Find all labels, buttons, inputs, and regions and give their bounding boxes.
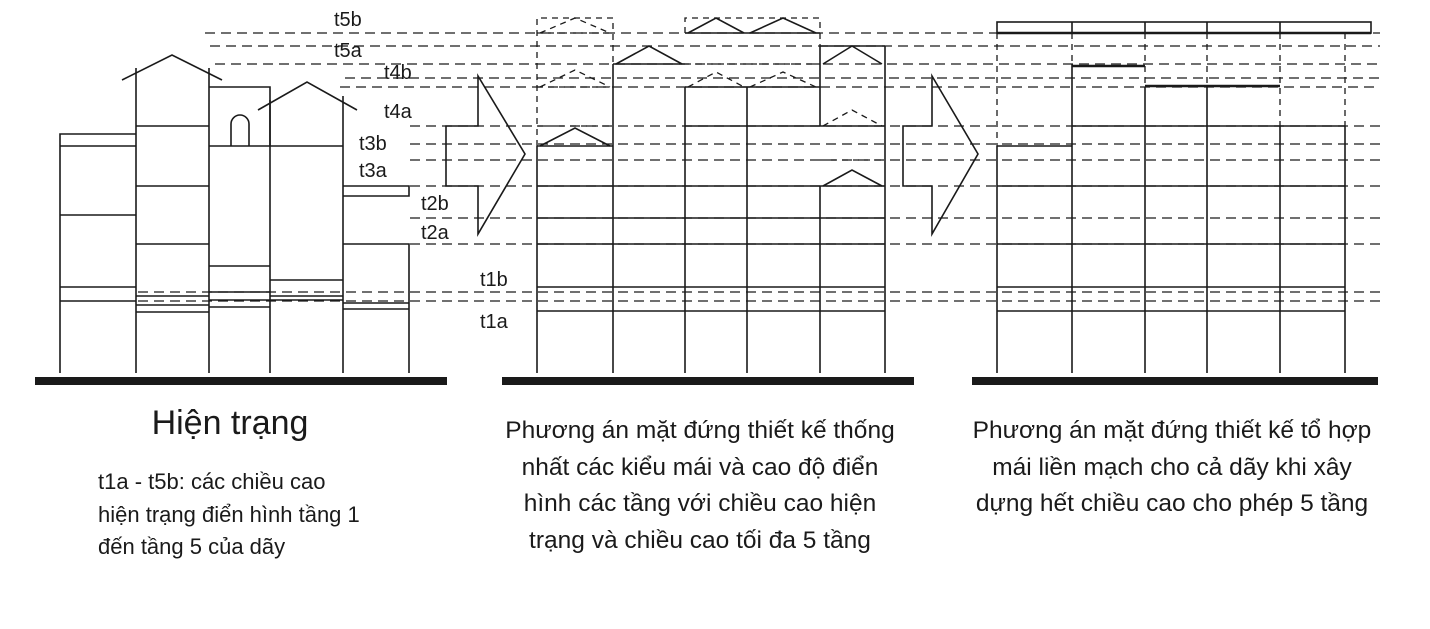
label-t3a: t3a [359, 160, 387, 182]
label-t5b: t5b [334, 9, 362, 31]
label-t2a: t2a [421, 222, 449, 244]
house-2 [122, 55, 222, 373]
caption-option-1-line-3: hình các tầng với chiều cao hiện [523, 490, 877, 517]
caption-current-line-3: đến tầng 5 của dãy [98, 534, 286, 559]
caption-current-legend [98, 466, 428, 564]
caption-option-1 [470, 413, 930, 559]
arrow-right-icon [446, 76, 525, 234]
caption-current-line-1: t1a - t5b: các chiều cao [98, 469, 326, 494]
caption-option-2-line-3: dựng hết chiều cao cho phép 5 tầng [975, 490, 1369, 517]
label-t2b: t2b [421, 193, 449, 215]
facade-grid-3 [997, 22, 1371, 373]
caption-option-2-line-1: Phương án mặt đứng thiết kế tổ hợp [972, 417, 1372, 444]
ground-line-3 [972, 377, 1378, 385]
elevation-option-2 [972, 22, 1378, 385]
caption-current-title: Hiện trạng [151, 404, 309, 442]
arrow-right-icon-2 [903, 76, 978, 234]
elevation-option-1 [502, 18, 914, 385]
caption-option-2-line-2: mái liền mạch cho cả dãy khi xây [992, 453, 1352, 481]
caption-current-line-2: hiện trạng điển hình tầng 1 [98, 501, 360, 527]
label-t1a: t1a [480, 311, 508, 333]
max-envelope-dashed [997, 33, 1345, 146]
house-4 [258, 82, 357, 373]
roofs-dashed [537, 18, 885, 160]
caption-option-1-line-2: nhất các kiểu mái và cao độ điển [521, 453, 879, 481]
house-1 [60, 134, 136, 373]
label-t5a: t5a [334, 40, 362, 62]
facade-grid-2 [537, 46, 885, 373]
label-t4a: t4a [384, 101, 412, 123]
label-t4b: t4b [384, 62, 412, 84]
caption-option-2 [932, 413, 1412, 523]
level-lines [138, 33, 1380, 301]
house-5 [343, 186, 409, 373]
roofs-solid [540, 18, 882, 186]
caption-option-1-line-4: trạng và chiều cao tối đa 5 tầng [529, 526, 871, 554]
ground-line-2 [502, 377, 914, 385]
ground-line-1 [35, 377, 447, 385]
level-labels [334, 9, 509, 333]
label-t1b: t1b [480, 269, 508, 291]
house-3 [209, 87, 270, 373]
caption-option-1-line-1: Phương án mặt đứng thiết kế thống [505, 417, 895, 444]
label-t3b: t3b [359, 133, 387, 155]
